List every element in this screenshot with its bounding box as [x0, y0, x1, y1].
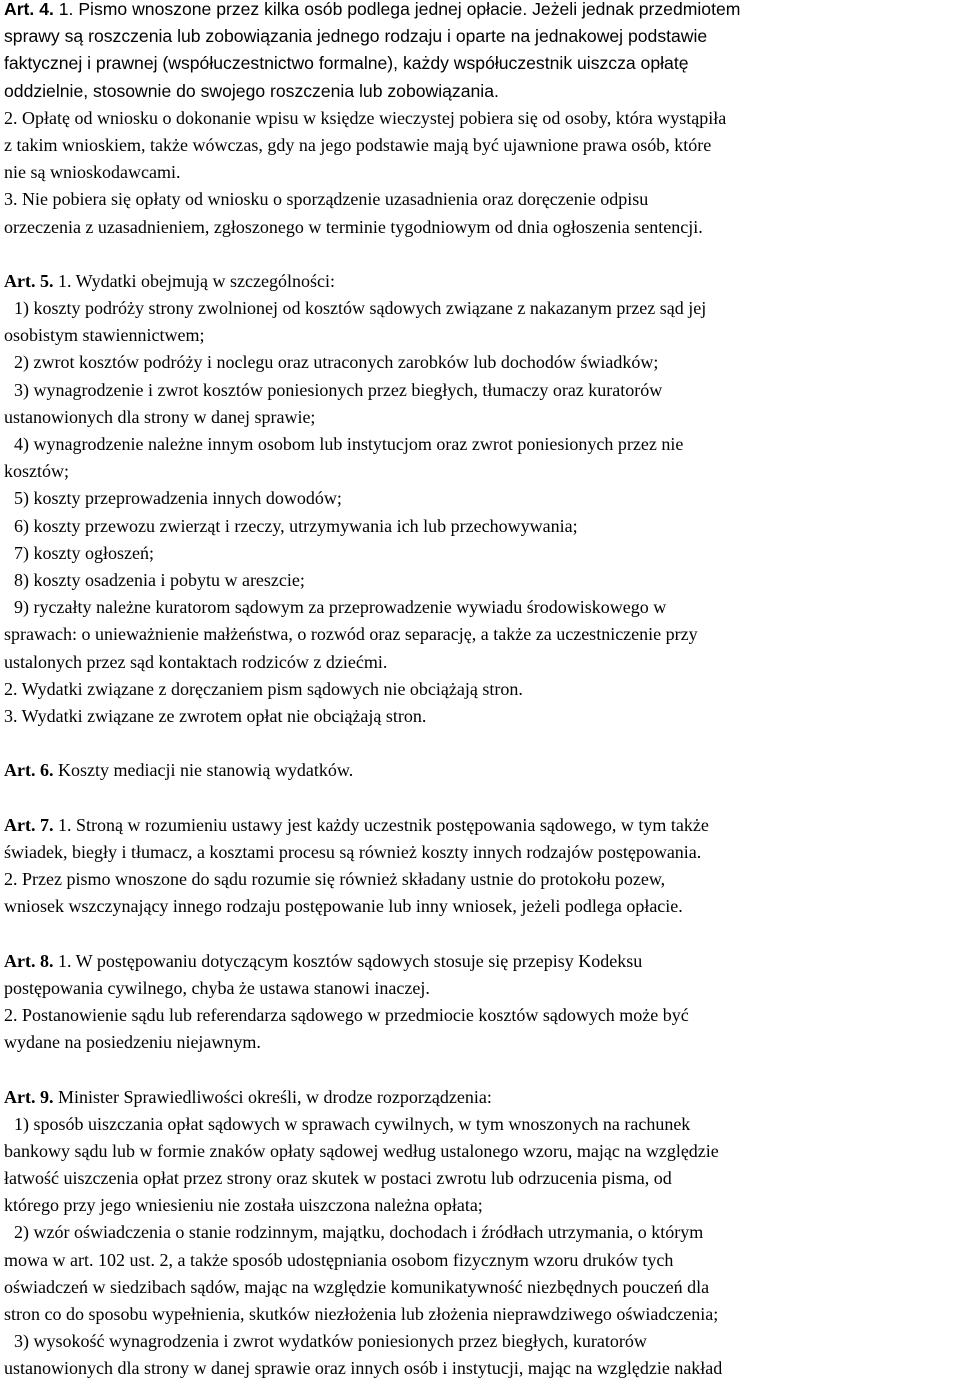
blank-line	[4, 920, 954, 947]
art9-item-1-line-2: bankowy sądu lub w formie znaków opłaty sądowej według ustalonego wzoru, mając na względzie	[4, 1140, 719, 1161]
article-9	[4, 1084, 954, 1383]
art9-item-2-line-4: stron co do sposobu wypełnienia, skutków niezłożenia lub złożenia nieprawdziwego oświadczenia;	[4, 1304, 719, 1324]
art7-p1-line-1: Art. 7. 1. Stroną w rozumieniu ustawy jest każdy uczestnik postępowania sądowego, w tym także	[4, 814, 709, 835]
blank-line	[4, 1056, 954, 1083]
art9-item-3-line-2: ustanowionych dla strony w danej sprawie oraz innych osób i instytucji, mając na względzie nakład	[4, 1358, 723, 1379]
art9-item-2-line-3: oświadczeń w siedzibach sądów, mając na względzie komunikatywność niezbędnych pouczeń dla	[4, 1276, 710, 1297]
art4-p3-line-1: 3. Nie pobiera się opłaty od wniosku o sporządzenie uzasadnienia oraz doręczenie odpisu	[4, 189, 649, 210]
art9-item-2-line-1: 2) wzór oświadczenia o stanie rodzinnym, majątku, dochodach i źródłach utrzymania, o którym	[14, 1222, 704, 1243]
art4-line-4: oddzielnie, stosownie do swojego roszczenia lub zobowiązania.	[4, 80, 499, 101]
art5-item-1-line-1: 1) koszty podróży strony zwolnionej od kosztów sądowych związane z nakazanym przez sąd jej	[14, 298, 707, 319]
art7-p2-line-2: wniosek wszczynający innego rodzaju postępowanie lub inny wniosek, jeżeli podlega opłacie.	[4, 896, 683, 917]
art5-p2: 2. Wydatki związane z doręczaniem pism sądowych nie obciążają stron.	[4, 678, 523, 699]
article-heading: Art. 8.	[4, 950, 54, 971]
art4-line-2: sprawy są roszczenia lub zobowiązania jednego rodzaju i oparte na jednakowej podstawie	[4, 26, 708, 47]
article-heading: Art. 6.	[4, 760, 54, 781]
art5-item-9-line-3: ustalonych przez sąd kontaktach rodziców z dziećmi.	[4, 651, 388, 672]
art7-p2-line-1: 2. Przez pismo wnoszone do sądu rozumie się również składany ustnie do protokołu pozew,	[4, 869, 666, 889]
blank-line	[4, 241, 954, 268]
art4-line-3: faktycznej i prawnej (współuczestnictwo formalne), każdy współuczestnik uiszcza opłatę	[4, 53, 689, 74]
art5-item-4-line-2: kosztów;	[4, 461, 69, 482]
article-7	[4, 812, 954, 921]
art5-item-3-line-2: ustanowionych dla strony w danej sprawie;	[4, 406, 316, 427]
art5-item-9-line-1: 9) ryczałty należne kuratorom sądowym za przeprowadzenie wywiadu środowiskowego w	[14, 597, 667, 618]
art5-item-2: 2) zwrot kosztów podróży i noclegu oraz utraconych zarobków lub dochodów świadków;	[14, 352, 659, 373]
article-5	[4, 268, 954, 730]
blank-line	[4, 730, 954, 757]
article-heading: Art. 7.	[4, 814, 54, 835]
art5-item-3-line-1: 3) wynagrodzenie i zwrot kosztów poniesionych przez biegłych, tłumaczy oraz kuratorów	[14, 379, 663, 400]
art8-p2-line-1: 2. Postanowienie sądu lub referendarza sądowego w przedmiocie kosztów sądowych może być	[4, 1004, 689, 1025]
art5-item-8: 8) koszty osadzenia i pobytu w areszcie;	[14, 569, 305, 590]
art5-item-7: 7) koszty ogłoszeń;	[14, 542, 154, 563]
article-4	[4, 0, 954, 241]
art8-p1-line-2: postępowania cywilnego, chyba że ustawa stanowi inaczej.	[4, 977, 430, 998]
art5-item-5: 5) koszty przeprowadzenia innych dowodów;	[14, 488, 342, 509]
art8-p1-line-1: Art. 8. 1. W postępowaniu dotyczącym kosztów sądowych stosuje się przepisy Kodeksu	[4, 950, 643, 971]
art8-p2-line-2: wydane na posiedzeniu niejawnym.	[4, 1032, 261, 1053]
document-page	[4, 0, 954, 1383]
art5-item-4-line-1: 4) wynagrodzenie należne innym osobom lub instytucjom oraz zwrot poniesionych przez nie	[14, 434, 684, 454]
art4-p2-line-1: 2. Opłatę od wniosku o dokonanie wpisu w księdze wieczystej pobiera się od osoby, która wystąpiła	[4, 107, 727, 128]
art9-item-2-line-2: mowa w art. 102 ust. 2, a także sposób udostępniania osobom fizycznym wzoru druków tych	[4, 1249, 674, 1270]
art5-item-1-line-2: osobistym stawiennictwem;	[4, 325, 205, 346]
art9-item-1-line-4: którego przy jego wniesieniu nie została uiszczona należna opłata;	[4, 1195, 483, 1216]
article-8	[4, 948, 954, 1057]
art4-p2-line-3: nie są wnioskodawcami.	[4, 162, 181, 183]
art9-item-1-line-1: 1) sposób uiszczania opłat sądowych w sprawach cywilnych, w tym wnoszonych na rachunek	[14, 1113, 691, 1134]
art6-line: Art. 6. Koszty mediacji nie stanowią wydatków.	[4, 760, 354, 781]
art9-intro: Art. 9. Minister Sprawiedliwości określi, w drodze rozporządzenia:	[4, 1086, 492, 1107]
art5-p3: 3. Wydatki związane ze zwrotem opłat nie obciążają stron.	[4, 705, 427, 726]
art4-p3-line-2: orzeczenia z uzasadnieniem, zgłoszonego w terminie tygodniowym od dnia ogłoszenia sentencji.	[4, 216, 703, 237]
article-6	[4, 757, 954, 784]
article-heading: Art. 4.	[4, 0, 54, 19]
art7-p1-line-2: świadek, biegły i tłumacz, a kosztami procesu są również koszty innych rodzajów postępowania.	[4, 841, 702, 862]
art9-item-1-line-3: łatwość uiszczenia opłat przez strony oraz skutek w postaci zwrotu lub odrzucenia pisma, od	[4, 1168, 672, 1189]
art9-item-3-line-1: 3) wysokość wynagrodzenia i zwrot wydatków poniesionych przez biegłych, kuratorów	[14, 1331, 647, 1352]
article-heading: Art. 9.	[4, 1086, 54, 1107]
art4-line-1: Art. 4. 1. Pismo wnoszone przez kilka osób podlega jednej opłacie. Jeżeli jednak przedmiotem	[4, 0, 741, 19]
blank-line	[4, 784, 954, 811]
art5-intro: Art. 5. 1. Wydatki obejmują w szczególności:	[4, 270, 335, 291]
art4-p2-line-2: z takim wnioskiem, także wówczas, gdy na jego podstawie mają być ujawnione prawa osób, które	[4, 134, 712, 155]
art5-item-9-line-2: sprawach: o unieważnienie małżeństwa, o rozwód oraz separację, a także za uczestniczenie przy	[4, 624, 698, 645]
art5-item-6: 6) koszty przewozu zwierząt i rzeczy, utrzymywania ich lub przechowywania;	[14, 515, 578, 536]
article-heading: Art. 5.	[4, 270, 54, 291]
